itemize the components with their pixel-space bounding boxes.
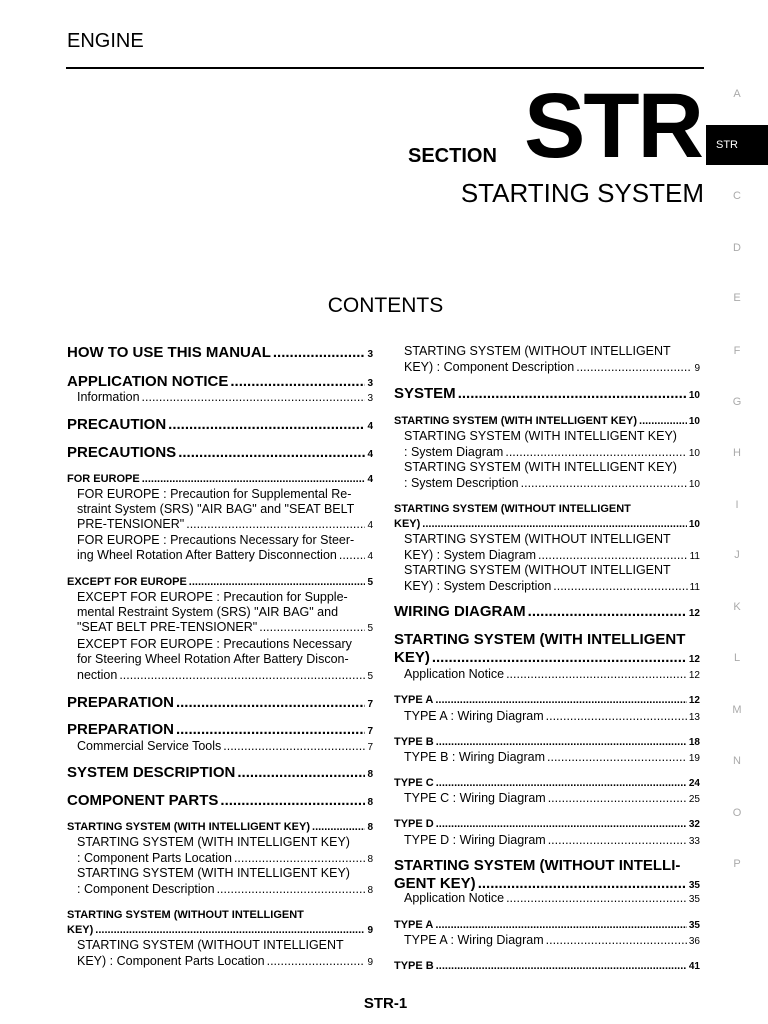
toc-entry-title: TYPE A : Wiring Diagram [404, 933, 544, 947]
toc-leader-dots [259, 620, 365, 635]
side-tab-m[interactable]: M [732, 704, 742, 716]
toc-entry[interactable] [77, 517, 373, 533]
toc-leader-dots [178, 445, 365, 460]
toc-entry-title: TYPE C [394, 777, 434, 789]
toc-line: STARTING SYSTEM (WITH INTELLIGENT KEY) [77, 866, 350, 880]
toc-entry-page: 8 [367, 854, 373, 865]
toc-entry-title: STARTING SYSTEM (WITH INTELLIGENT KEY) [67, 821, 311, 833]
toc-entry-page: 35 [688, 880, 700, 891]
toc-leader-dots [576, 360, 692, 375]
toc-entry[interactable] [77, 548, 373, 564]
toc-leader-dots [234, 851, 365, 866]
toc-line: STARTING SYSTEM (WITHOUT INTELLIGENT [394, 503, 631, 515]
toc-leader-dots [432, 650, 687, 665]
toc-entry-page: 4 [367, 474, 373, 485]
toc-entry[interactable] [67, 793, 373, 810]
toc-entry-page: 4 [367, 551, 373, 562]
side-tab-p[interactable]: P [733, 858, 741, 870]
toc-leader-dots [217, 882, 366, 897]
toc-entry-page: 33 [688, 836, 700, 847]
toc-entry-page: 4 [367, 421, 373, 432]
toc-entry-page: 18 [688, 737, 700, 748]
toc-entry-title: KEY) [67, 924, 94, 936]
toc-line: STARTING SYSTEM (WITHOUT INTELLIGENT [404, 532, 671, 546]
toc-entry-page: 9 [694, 363, 700, 374]
side-tab-l[interactable]: L [733, 652, 741, 664]
toc-entry[interactable] [67, 345, 373, 362]
toc-entry[interactable] [394, 517, 700, 532]
toc-entry-page: 5 [367, 577, 373, 588]
toc-entry-page: 11 [689, 582, 700, 593]
toc-leader-dots [478, 876, 687, 891]
contents-title: CONTENTS [327, 294, 444, 317]
toc-entry-title: KEY) : System Diagram [404, 548, 536, 562]
toc-entry[interactable] [394, 959, 700, 974]
toc-entry-title: KEY) : Component Description [404, 360, 575, 374]
toc-entry[interactable] [67, 722, 373, 739]
toc-entry[interactable] [77, 882, 373, 898]
toc-entry[interactable] [404, 579, 700, 595]
toc-entry-page: 10 [688, 519, 700, 530]
toc-entry[interactable] [404, 833, 700, 849]
toc-entry-page: 12 [688, 608, 700, 619]
toc-leader-dots [273, 345, 366, 360]
toc-leader-dots [521, 476, 687, 491]
side-tab-j[interactable]: J [734, 549, 740, 561]
toc-entry[interactable] [67, 820, 373, 835]
toc-entry[interactable] [404, 667, 700, 683]
toc-entry[interactable] [67, 923, 373, 938]
toc-leader-dots [267, 954, 366, 969]
toc-leader-dots [142, 472, 366, 487]
toc-entry-title: SYSTEM DESCRIPTION [67, 764, 236, 781]
toc-entry-title: PREPARATION [67, 694, 174, 711]
toc-entry-title: PREPARATION [67, 721, 174, 738]
side-tab-k[interactable]: K [733, 601, 741, 613]
toc-entry-title: KEY) [394, 649, 430, 666]
toc-entry-title: : Component Parts Location [77, 851, 232, 865]
page-number: STR-1 [363, 995, 408, 1012]
toc-entry-title: KEY) : Component Parts Location [77, 954, 265, 968]
toc-entry-title: Information [77, 390, 140, 404]
toc-leader-dots [548, 833, 687, 848]
toc-entry-title: TYPE D : Wiring Diagram [404, 833, 546, 847]
toc-entry[interactable] [77, 851, 373, 867]
toc-entry-title: GENT KEY) [394, 875, 476, 892]
toc-entry-title: STARTING SYSTEM (WITH INTELLIGENT KEY) [394, 415, 638, 427]
toc-entry-title: ing Wheel Rotation After Battery Disconnection [77, 548, 337, 562]
toc-entry[interactable] [394, 386, 700, 403]
toc-entry[interactable] [77, 954, 373, 970]
toc-line: STARTING SYSTEM (WITH INTELLIGENT [394, 631, 686, 648]
toc-leader-dots [506, 667, 687, 682]
toc-entry-page: 12 [688, 670, 700, 681]
toc-entry[interactable] [67, 695, 373, 712]
toc-entry[interactable] [394, 735, 700, 750]
toc-leader-dots [142, 390, 366, 405]
toc-entry-title: nection [77, 668, 118, 682]
toc-entry[interactable] [394, 918, 700, 933]
toc-leader-dots [435, 918, 687, 933]
toc-line: STARTING SYSTEM (WITHOUT INTELLIGENT [404, 563, 671, 577]
toc-line: FOR EUROPE : Precaution for Supplemental Re- [77, 487, 352, 501]
toc-line: mental Restraint System (SRS) "AIR BAG" and [77, 605, 339, 619]
toc-entry-page: 10 [688, 416, 700, 427]
toc-entry-page: 10 [688, 448, 700, 459]
toc-entry-title: FOR EUROPE [67, 473, 140, 485]
toc-leader-dots [528, 604, 687, 619]
header-title: ENGINE [67, 30, 144, 52]
toc-leader-dots [220, 793, 365, 808]
toc-entry-page: 24 [688, 778, 700, 789]
toc-entry-title: Application Notice [404, 891, 505, 905]
toc-entry[interactable] [394, 693, 700, 708]
toc-leader-dots [639, 414, 687, 429]
toc-entry[interactable] [394, 604, 700, 621]
toc-entry-title: HOW TO USE THIS MANUAL [67, 344, 271, 361]
toc-entry-title: PRE-TENSIONER" [77, 517, 185, 531]
toc-leader-dots [176, 695, 365, 710]
toc-entry-title: SYSTEM [394, 385, 456, 402]
toc-leader-dots [189, 575, 366, 590]
toc-entry[interactable] [404, 476, 700, 492]
toc-entry-page: 12 [688, 654, 700, 665]
toc-entry[interactable] [394, 776, 700, 791]
toc-leader-dots [553, 579, 687, 594]
toc-entry-page: 35 [688, 920, 700, 931]
side-tab-f[interactable]: F [733, 345, 741, 357]
toc-leader-dots [505, 445, 687, 460]
toc-entry[interactable] [77, 739, 373, 755]
toc-leader-dots [436, 735, 687, 750]
toc-leader-dots [168, 417, 365, 432]
toc-line: STARTING SYSTEM (WITH INTELLIGENT KEY) [404, 429, 677, 443]
toc-entry[interactable] [404, 548, 700, 564]
toc-line: straint System (SRS) "AIR BAG" and "SEAT BELT [77, 502, 355, 516]
toc-entry-page: 25 [688, 794, 700, 805]
toc-entry-title: : System Diagram [404, 445, 504, 459]
toc-leader-dots [339, 548, 366, 563]
side-tab-e[interactable]: E [733, 292, 741, 304]
toc-entry[interactable] [404, 445, 700, 461]
toc-entry[interactable] [394, 817, 700, 832]
toc-entry-title: : Component Description [77, 882, 215, 896]
toc-entry-title: KEY) : System Description [404, 579, 552, 593]
side-tab-o[interactable]: O [732, 807, 742, 819]
side-tab-i[interactable]: I [735, 499, 739, 511]
toc-entry-title: APPLICATION NOTICE [67, 373, 229, 390]
toc-entry[interactable] [404, 891, 700, 907]
side-tabs [706, 0, 768, 1024]
toc-line: STARTING SYSTEM (WITHOUT INTELLIGENT [404, 344, 671, 358]
toc-leader-dots [119, 668, 365, 683]
toc-leader-dots [458, 386, 687, 401]
toc-entry[interactable] [67, 765, 373, 782]
toc-entry[interactable] [77, 620, 373, 636]
toc-entry[interactable] [394, 650, 700, 667]
header-rule [66, 67, 704, 69]
toc-leader-dots [436, 959, 687, 974]
toc-entry-page: 9 [367, 957, 373, 968]
toc-entry-title: : System Description [404, 476, 519, 490]
toc-leader-dots [223, 739, 365, 754]
toc-entry-page: 3 [367, 349, 373, 360]
toc-entry[interactable] [404, 360, 700, 376]
toc-line: STARTING SYSTEM (WITHOUT INTELLI- [394, 857, 681, 874]
toc-line: STARTING SYSTEM (WITH INTELLIGENT KEY) [77, 835, 350, 849]
side-tab-h[interactable]: H [733, 447, 741, 459]
toc-entry-page: 9 [367, 925, 373, 936]
toc-leader-dots [422, 517, 687, 532]
toc-line: STARTING SYSTEM (WITH INTELLIGENT KEY) [404, 460, 677, 474]
toc-line: FOR EUROPE : Precautions Necessary for Steer- [77, 533, 355, 547]
toc-entry[interactable] [67, 374, 373, 391]
toc-line: EXCEPT FOR EUROPE : Precautions Necessary [77, 637, 352, 651]
toc-line: for Steering Wheel Rotation After Battery Discon- [77, 652, 349, 666]
toc-leader-dots [95, 923, 365, 938]
toc-entry-page: 5 [367, 671, 373, 682]
toc-leader-dots [546, 933, 687, 948]
toc-entry[interactable] [67, 575, 373, 590]
toc-entry-page: 13 [688, 712, 700, 723]
toc-entry-title: TYPE A [394, 694, 434, 706]
toc-entry-page: 8 [367, 822, 373, 833]
toc-leader-dots [506, 891, 687, 906]
toc-entry-page: 32 [688, 819, 700, 830]
toc-entry-title: Application Notice [404, 667, 505, 681]
toc-entry-title: Commercial Service Tools [77, 739, 222, 753]
toc-entry-title: COMPONENT PARTS [67, 792, 219, 809]
toc-entry[interactable] [77, 390, 373, 406]
toc-entry-title: TYPE C : Wiring Diagram [404, 791, 546, 805]
toc-leader-dots [538, 548, 688, 563]
toc-entry-page: 7 [367, 726, 373, 737]
toc-entry-page: 8 [367, 769, 373, 780]
toc-leader-dots [546, 709, 687, 724]
toc-entry-page: 3 [367, 378, 373, 389]
toc-entry-title: TYPE B : Wiring Diagram [404, 750, 546, 764]
section-code: STR [524, 75, 702, 177]
toc-entry-page: 35 [688, 894, 700, 905]
toc-entry-page: 10 [688, 479, 700, 490]
toc-entry-page: 8 [367, 797, 373, 808]
toc-entry[interactable] [77, 668, 373, 684]
toc-leader-dots [436, 776, 687, 791]
toc-entry-title: TYPE B [394, 736, 434, 748]
toc-line: EXCEPT FOR EUROPE : Precaution for Supple- [77, 590, 348, 604]
toc-leader-dots [436, 817, 687, 832]
toc-entry-title: EXCEPT FOR EUROPE [67, 576, 187, 588]
toc-entry-page: 7 [367, 742, 373, 753]
toc-line: STARTING SYSTEM (WITHOUT INTELLIGENT [67, 909, 304, 921]
toc-entry-title: TYPE A : Wiring Diagram [404, 709, 544, 723]
side-tab-n[interactable]: N [733, 755, 741, 767]
toc-entry[interactable] [67, 417, 373, 434]
toc-entry[interactable] [404, 750, 700, 766]
toc-leader-dots [237, 765, 365, 780]
toc-entry-page: 41 [688, 961, 700, 972]
side-tab-a[interactable]: A [733, 88, 741, 100]
side-tab-c[interactable]: C [733, 190, 741, 202]
toc-entry-title: KEY) [394, 518, 421, 530]
toc-entry-title: PRECAUTIONS [67, 444, 177, 461]
toc-entry-title: PRECAUTION [67, 416, 167, 433]
side-tab-str[interactable]: STR [706, 125, 768, 165]
toc-entry-page: 7 [367, 699, 373, 710]
toc-entry[interactable] [394, 414, 700, 429]
toc-entry-page: 5 [367, 623, 373, 634]
toc-line: STARTING SYSTEM (WITHOUT INTELLIGENT [77, 938, 344, 952]
toc-leader-dots [176, 722, 365, 737]
toc-entry-page: 4 [367, 449, 373, 460]
toc-leader-dots [547, 750, 687, 765]
toc-entry-page: 8 [367, 885, 373, 896]
toc-entry-title: TYPE A [394, 919, 434, 931]
toc-entry-title: WIRING DIAGRAM [394, 603, 526, 620]
toc-entry[interactable] [404, 791, 700, 807]
toc-entry-page: 12 [688, 695, 700, 706]
toc-leader-dots [230, 374, 365, 389]
toc-entry[interactable] [404, 933, 700, 949]
toc-leader-dots [186, 517, 365, 532]
toc-entry-page: 19 [688, 753, 700, 764]
toc-leader-dots [435, 693, 687, 708]
toc-leader-dots [312, 820, 365, 835]
toc-entry-page: 4 [367, 520, 373, 531]
toc-entry-page: 11 [689, 551, 700, 562]
toc-entry-page: 36 [688, 936, 700, 947]
toc-entry[interactable] [67, 445, 373, 462]
toc-entry-page: 3 [367, 393, 373, 404]
side-tab-g[interactable]: G [732, 396, 742, 408]
toc-entry-title: "SEAT BELT PRE-TENSIONER" [77, 620, 258, 634]
toc-entry[interactable] [67, 472, 373, 487]
toc-leader-dots [548, 791, 687, 806]
section-title: STARTING SYSTEM [460, 178, 704, 208]
section-word: SECTION [408, 145, 497, 167]
side-tab-d[interactable]: D [733, 242, 741, 254]
toc-entry-title: TYPE D [394, 818, 434, 830]
toc-entry-page: 10 [688, 390, 700, 401]
toc-entry[interactable] [404, 709, 700, 725]
toc-entry-title: TYPE B [394, 960, 434, 972]
